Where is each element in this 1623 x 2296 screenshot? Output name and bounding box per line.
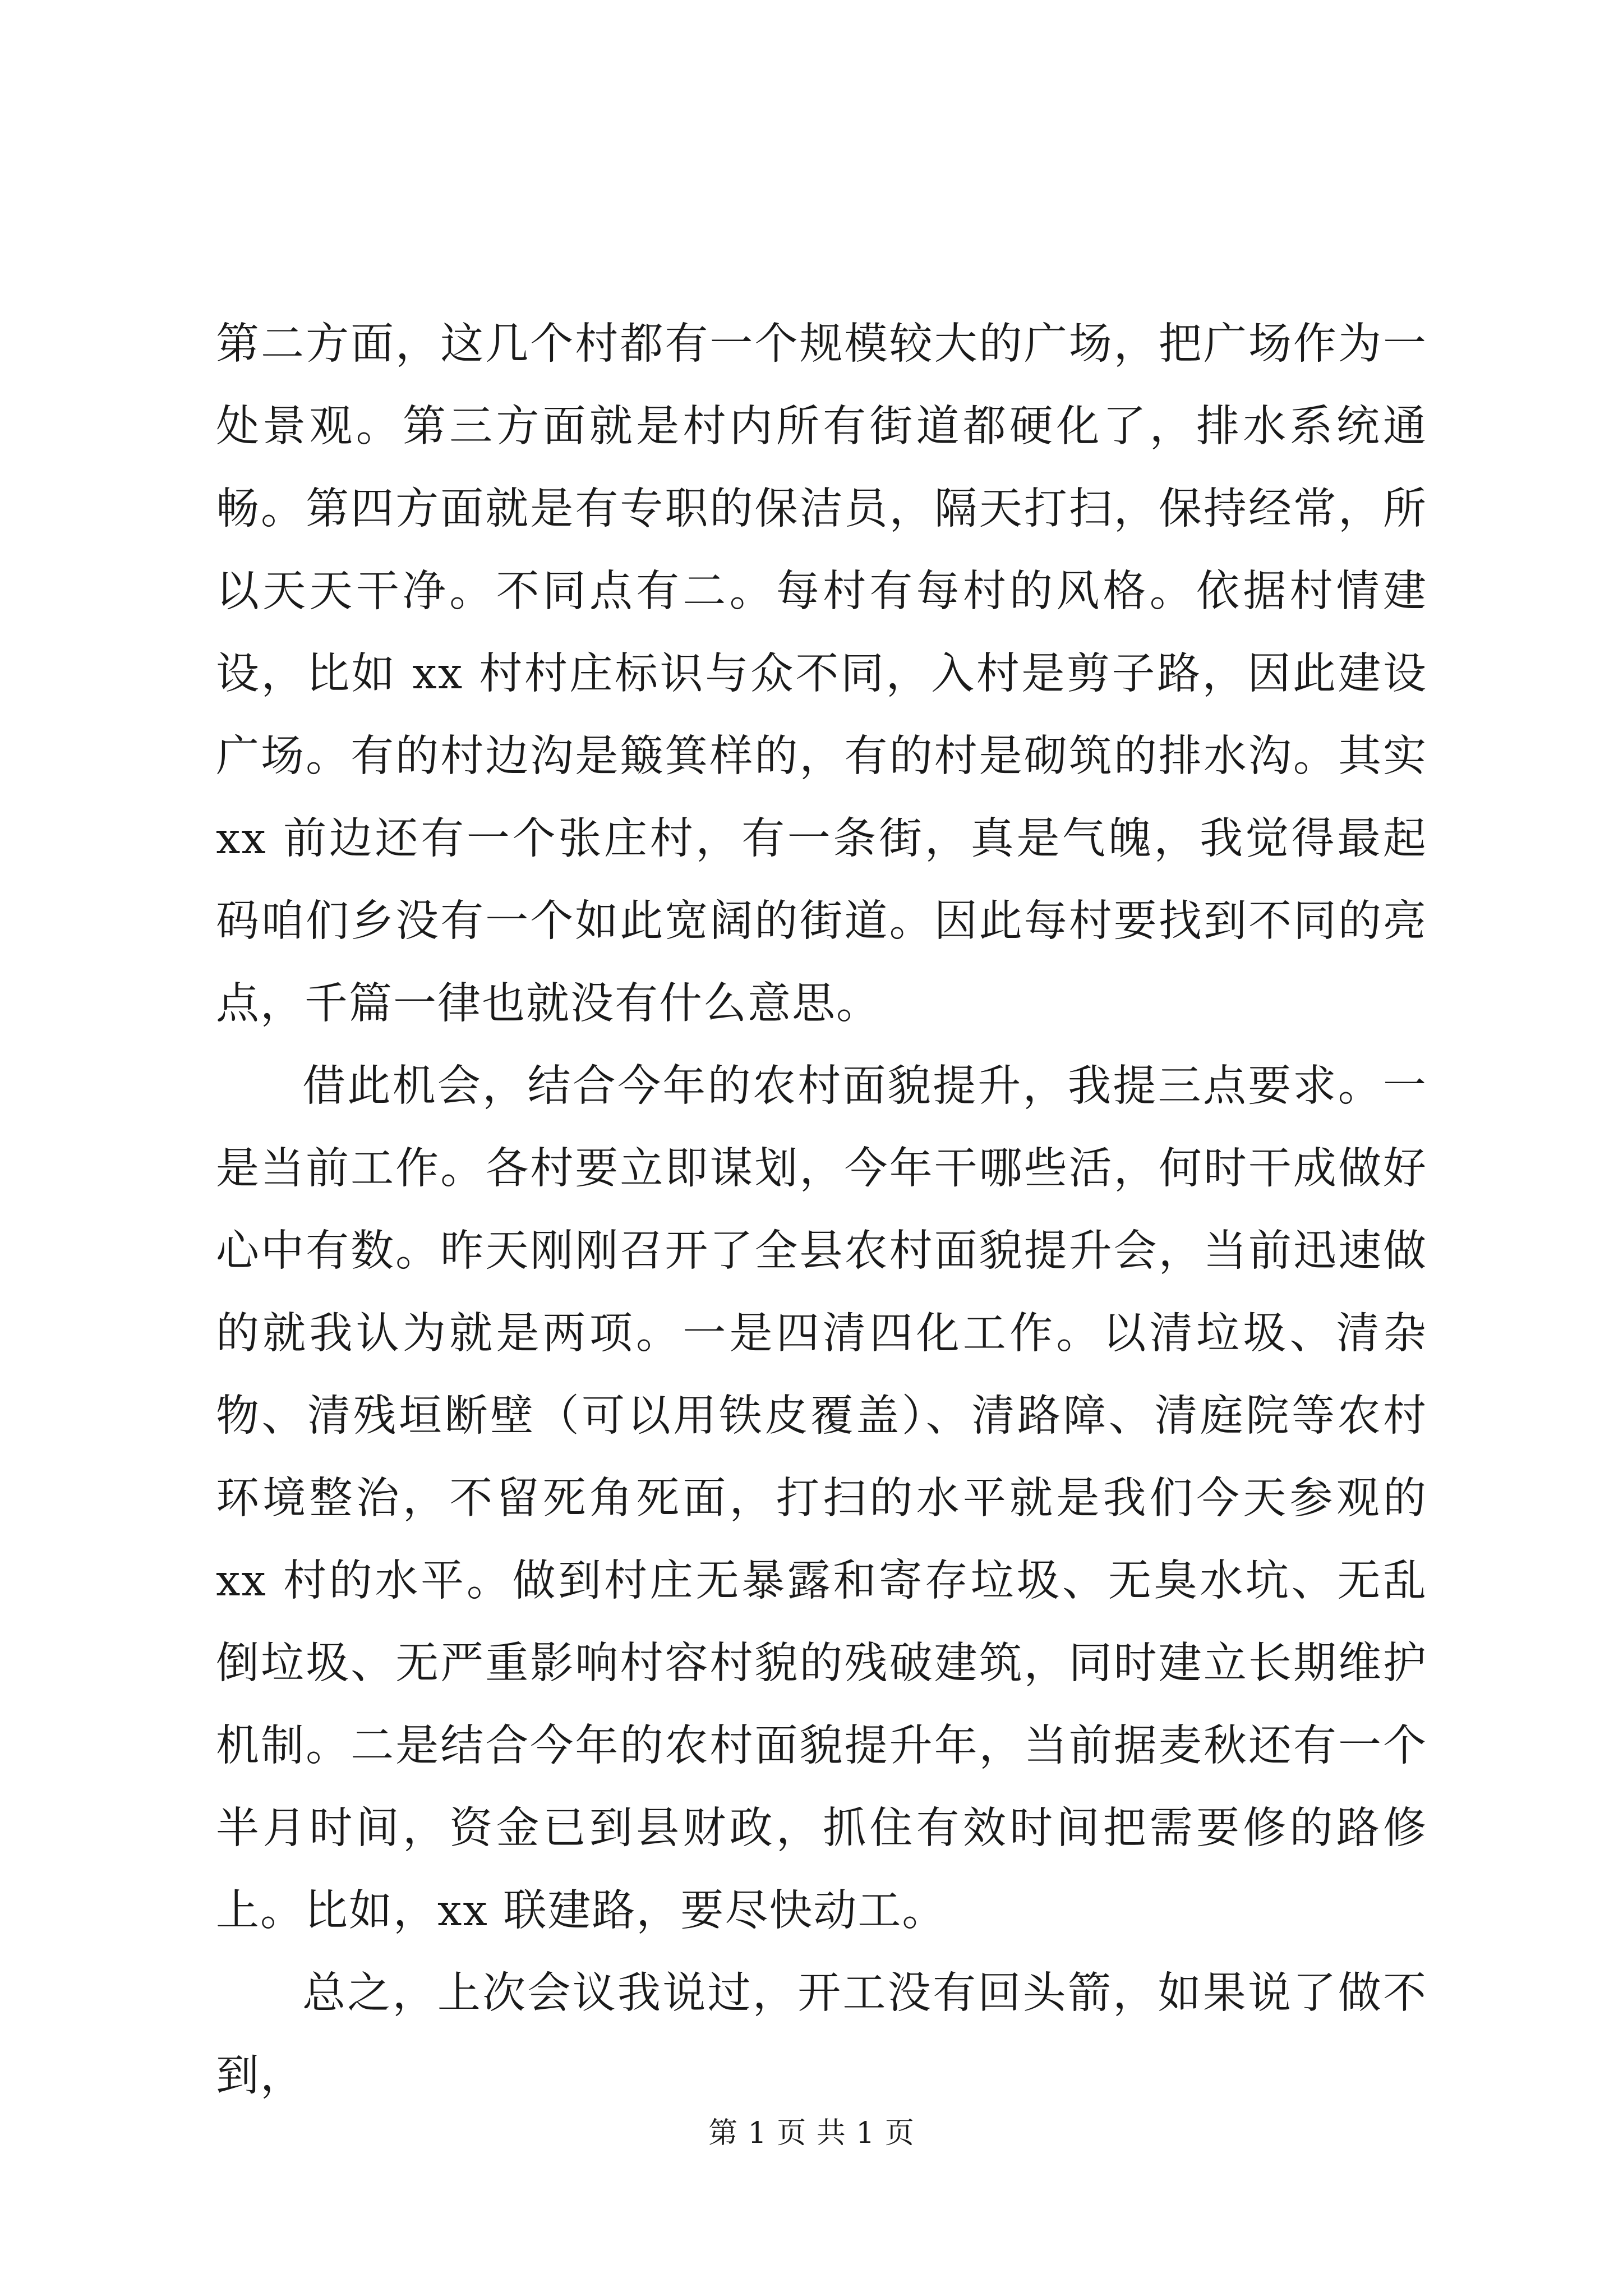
paragraph-3: 总之，上次会议我说过，开工没有回头箭，如果说了做不到， <box>216 1968 1427 2101</box>
paragraph-1: 第二方面，这几个村都有一个规模较大的广场，把广场作为一处景观。第三方面就是村内所有街道都硬化了，排水系统通畅。第四方面就是有专职的保洁员，隔天打扫，保持经常，所以天天干净。不同点有二。每村有每村的风格。依据村情建设，比如 xx 村村庄标识与众不同，入村是剪子路，因此建设广场。有的村边沟是簸箕样的，有的村是砌筑的排水沟。其实 xx 前边还有一个张庄村，有一条街，真是气魄，我觉得最起码咱们乡没有一个如此宽阔的街道。因此每村要找到不同的亮点，千篇一律也就没有什么意思。 <box>216 319 1427 1029</box>
page-footer: 第 1 页 共 1 页 <box>708 2116 915 2150</box>
document-body <box>216 303 1427 2117</box>
paragraph-2: 借此机会，结合今年的农村面貌提升，我提三点要求。一是当前工作。各村要立即谋划，今年干哪些活，何时干成做好心中有数。昨天刚刚召开了全县农村面貌提升会，当前迅速做的就我认为就是两项。一是四清四化工作。以清垃圾、清杂物、清残垣断壁（可以用铁皮覆盖）、清路障、清庭院等农村环境整治，不留死角死面，打扫的水平就是我们今天参观的 xx 村的水平。做到村庄无暴露和寄存垃圾、无臭水坑、无乱倒垃圾、无严重影响村容村貌的残破建筑，同时建立长期维护机制。二是结合今年的农村面貌提升年，当前据麦秋还有一个半月时间，资金已到县财政，抓住有效时间把需要修的路修上。比如，xx 联建路，要尽快动工。 <box>216 1061 1427 1936</box>
